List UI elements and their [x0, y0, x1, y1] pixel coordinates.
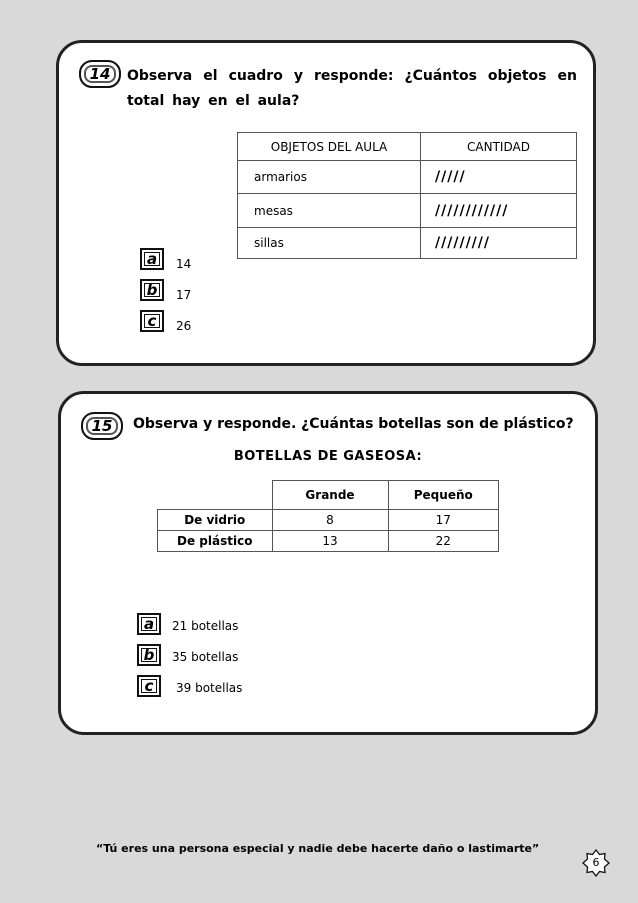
table-title: BOTELLAS DE GASEOSA: [233, 449, 423, 464]
page-number: 6 [592, 856, 600, 869]
choice-c-box[interactable]: c [137, 675, 161, 697]
table-cell: 13 [272, 531, 388, 552]
choice-c-text: 39 botellas [176, 681, 243, 695]
table-header: Pequeño [388, 481, 499, 510]
table-row-label: De vidrio [158, 510, 273, 531]
table-cell-tally: ///// [421, 161, 577, 194]
choice-b-text: 17 [176, 288, 192, 302]
choice-b-box[interactable]: b [137, 644, 161, 666]
table-cell: 8 [272, 510, 388, 531]
question-14-text: Observa el cuadro y responde: ¿Cuántos objetos en total hay en el aula? [127, 68, 577, 109]
choice-a-box[interactable]: a [137, 613, 161, 635]
table-cell-item: armarios [238, 161, 421, 194]
bottles-table [157, 480, 499, 552]
choice-b-box[interactable]: b [140, 279, 164, 301]
table-cell: 22 [388, 531, 499, 552]
choice-a-box[interactable]: a [140, 248, 164, 270]
objects-table [237, 132, 577, 259]
table-cell-item: mesas [238, 194, 421, 228]
question-15-card [58, 391, 598, 735]
choice-c-text: 26 [176, 319, 192, 333]
table-cell-item: sillas [238, 228, 421, 259]
table-corner-empty [158, 481, 273, 510]
question-14-card [56, 40, 596, 366]
choice-a-text: 14 [176, 257, 192, 271]
page-number-badge [582, 849, 610, 877]
question-15-text: Observa y responde. ¿Cuántas botellas son de plástico? [133, 416, 574, 432]
table-header: Grande [272, 481, 388, 510]
table-cell-tally: //////////// [421, 194, 577, 228]
footer-quote: “Tú eres una persona especial y nadie debe hacerte daño o lastimarte” [96, 842, 540, 855]
choice-b-text: 35 botellas [172, 650, 239, 664]
table-cell: 17 [388, 510, 499, 531]
table-row-label: De plástico [158, 531, 273, 552]
table-header: CANTIDAD [421, 133, 577, 161]
table-header: OBJETOS DEL AULA [238, 133, 421, 161]
table-cell-tally: ///////// [421, 228, 577, 259]
question-number-badge: 15 [81, 412, 123, 440]
choice-a-text: 21 botellas [172, 619, 239, 633]
question-number-badge: 14 [79, 60, 121, 88]
choice-c-box[interactable]: c [140, 310, 164, 332]
